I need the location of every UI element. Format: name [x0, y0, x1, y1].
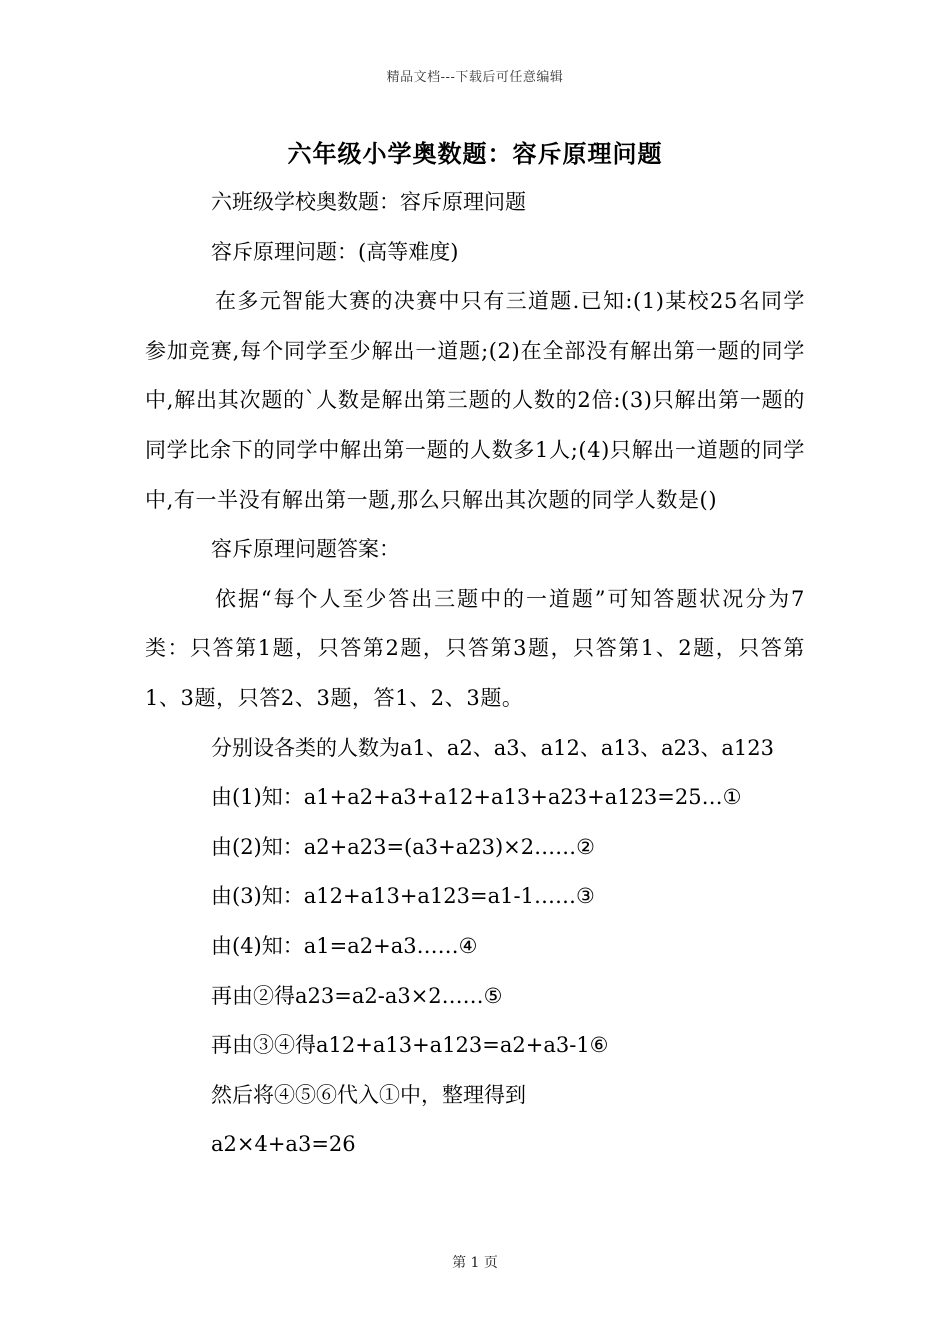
equation-4: 由(4)知：a1=a2+a3……④	[211, 933, 478, 958]
equation-3: 由(3)知：a12+a13+a123=a1-1……③	[211, 884, 595, 909]
equation-5: 再由②得a23=a2-a3×2……⑤	[211, 983, 503, 1008]
paragraph-problem: 在多元智能大赛的决赛中只有三道题.已知:(1)某校25名同学参加竞赛,每个同学至少解出一道题;(2)在全部没有解出第一题的同学中,解出其次题的`人数是解出第三题的人数的2倍:(3)只解出第一题的同学比余下的同学中解出第一题的人数多1人;(4)只解出一道题的同学中,有一半没有解出第一题,那么只解出其次题的同学人数是()	[145, 289, 805, 512]
page-footer: 第 1 页	[452, 1255, 498, 1271]
paragraph-variables: 分别设各类的人数为a1、a2、a3、a12、a13、a23、a123	[211, 735, 774, 760]
document-body	[145, 178, 805, 1170]
paragraph-subtitle: 六班级学校奥数题：容斥原理问题	[211, 190, 526, 214]
page-header: 精品文档---下载后可任意编辑	[386, 70, 564, 85]
equation-result: a2×4+a3=26	[211, 1132, 356, 1157]
equation-2: 由(2)知：a2+a23=(a3+a23)×2……②	[211, 834, 595, 859]
paragraph-answer-intro: 依据“每个人至少答出三题中的一道题”可知答题状况分为7类：只答第1题，只答第2题，只答第3题，只答第1、2题，只答第1、3题，只答2、3题，答1、2、3题。	[145, 586, 805, 710]
equation-6: 再由③④得a12+a13+a123=a2+a3-1⑥	[211, 1033, 609, 1058]
paragraph-substitution: 然后将④⑤⑥代入①中，整理得到	[211, 1082, 526, 1107]
document-title: 六年级小学奥数题：容斥原理问题	[287, 139, 663, 168]
paragraph-answer-heading: 容斥原理问题答案：	[211, 537, 400, 562]
paragraph-difficulty: 容斥原理问题：(高等难度)	[211, 239, 459, 264]
equation-1: 由(1)知：a1+a2+a3+a12+a13+a23+a123=25…①	[211, 785, 742, 810]
